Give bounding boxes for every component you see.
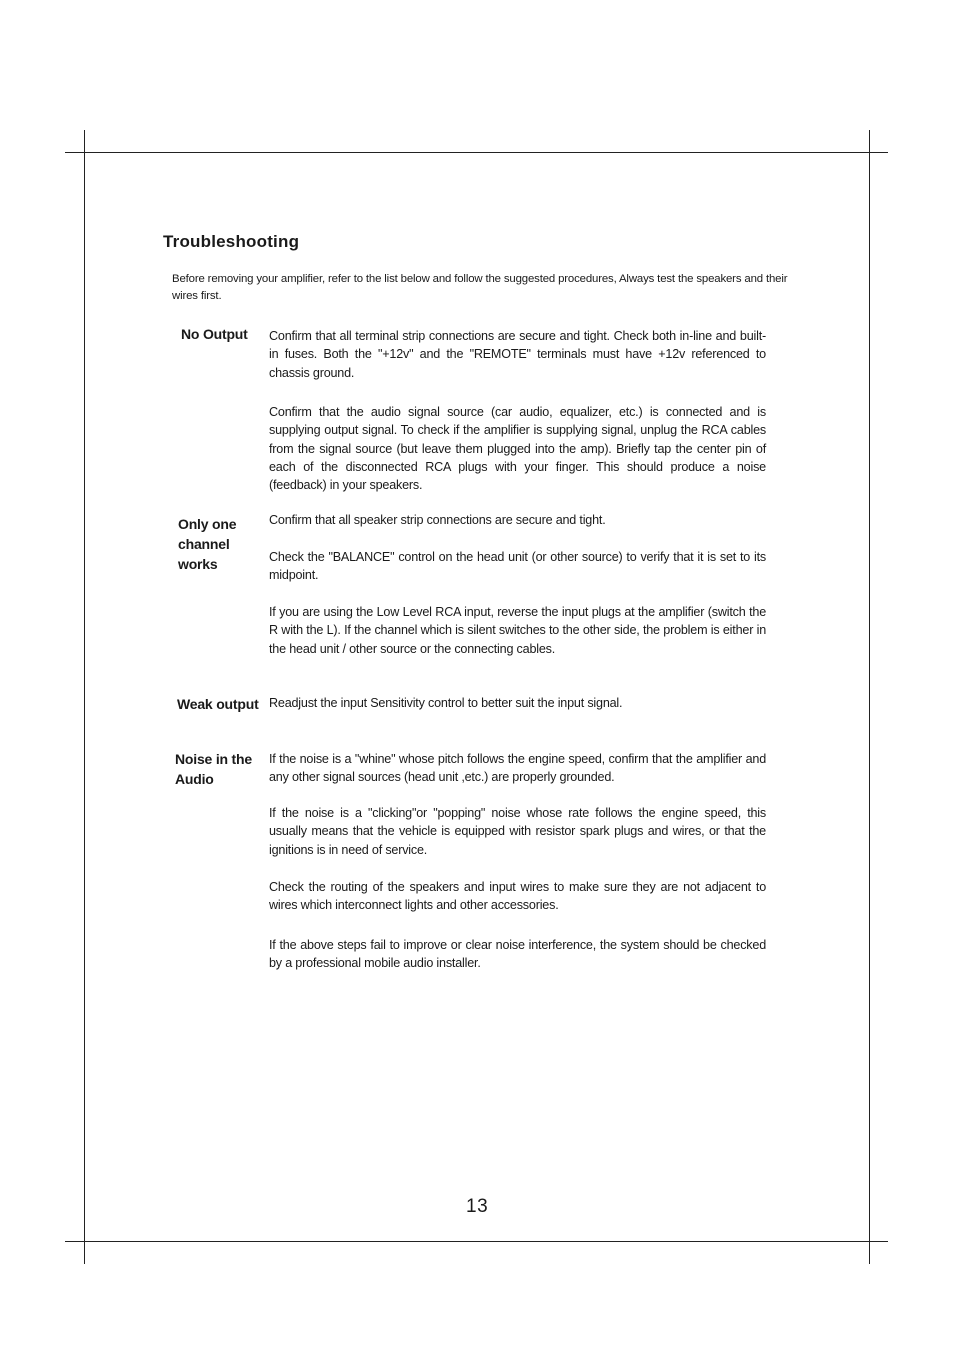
- section-paragraph: Confirm that the audio signal source (car audio, equalizer, etc.) is connected and is supplying output signal. To check if the amplifier is supplying signal, unplug the RCA cables from the signal source (but leave them plugged into the amp). Briefly tap the center pin of each of the disconnected RCA plugs with your finger. This should produce a noise (feedback) in your speakers.: [269, 405, 766, 493]
- crop-mark-left-line: [84, 130, 85, 1264]
- crop-mark-right-line: [869, 130, 870, 1264]
- section-paragraph: Readjust the input Sensitivity control to better suit the input signal.: [269, 696, 623, 710]
- section-label-noise-in-audio: Noise in the Audio: [175, 751, 252, 787]
- section-label-only-one-channel: Only one channel works: [178, 516, 237, 572]
- intro-text: Before removing your amplifier, refer to the list below and follow the suggested procedures, Always test the speakers and their wires first.: [172, 273, 788, 302]
- crop-mark-top-line: [65, 152, 888, 153]
- section-label-no-output: No Output: [181, 326, 248, 342]
- section-label-weak-output: Weak output: [177, 696, 259, 712]
- crop-mark-bottom-line: [65, 1241, 888, 1242]
- page-title: Troubleshooting: [163, 232, 300, 251]
- section-paragraph: Check the "BALANCE" control on the head unit (or other source) to verify that it is set to its midpoint.: [269, 550, 766, 583]
- section-paragraph: If the above steps fail to improve or clear noise interference, the system should be checked by a professional mobile audio installer.: [269, 938, 766, 971]
- section-paragraph: If you are using the Low Level RCA input, reverse the input plugs at the amplifier (switch the R with the L). If the channel which is silent switches to the other side, the problem is either in the head unit / other source or the connecting cables.: [269, 605, 766, 656]
- section-paragraph: If the noise is a "whine" whose pitch follows the engine speed, confirm that the amplifier and any other signal sources (head unit ,etc.) are properly grounded.: [269, 752, 766, 785]
- section-paragraph: Check the routing of the speakers and input wires to make sure they are not adjacent to wires which interconnect lights and other accessories.: [269, 880, 766, 913]
- section-paragraph: If the noise is a "clicking"or "popping" noise whose rate follows the engine speed, this usually means that the vehicle is equipped with resistor spark plugs and wires, or that the ignitions is in need of service.: [269, 806, 766, 857]
- page-number: 13: [466, 1196, 489, 1217]
- section-paragraph: Confirm that all speaker strip connections are secure and tight.: [269, 513, 606, 527]
- section-paragraph: Confirm that all terminal strip connections are secure and tight. Check both in-line and built-in fuses. Both the "+12v" and the "REMOTE" terminals must have +12v referenced to chassis ground.: [269, 329, 766, 380]
